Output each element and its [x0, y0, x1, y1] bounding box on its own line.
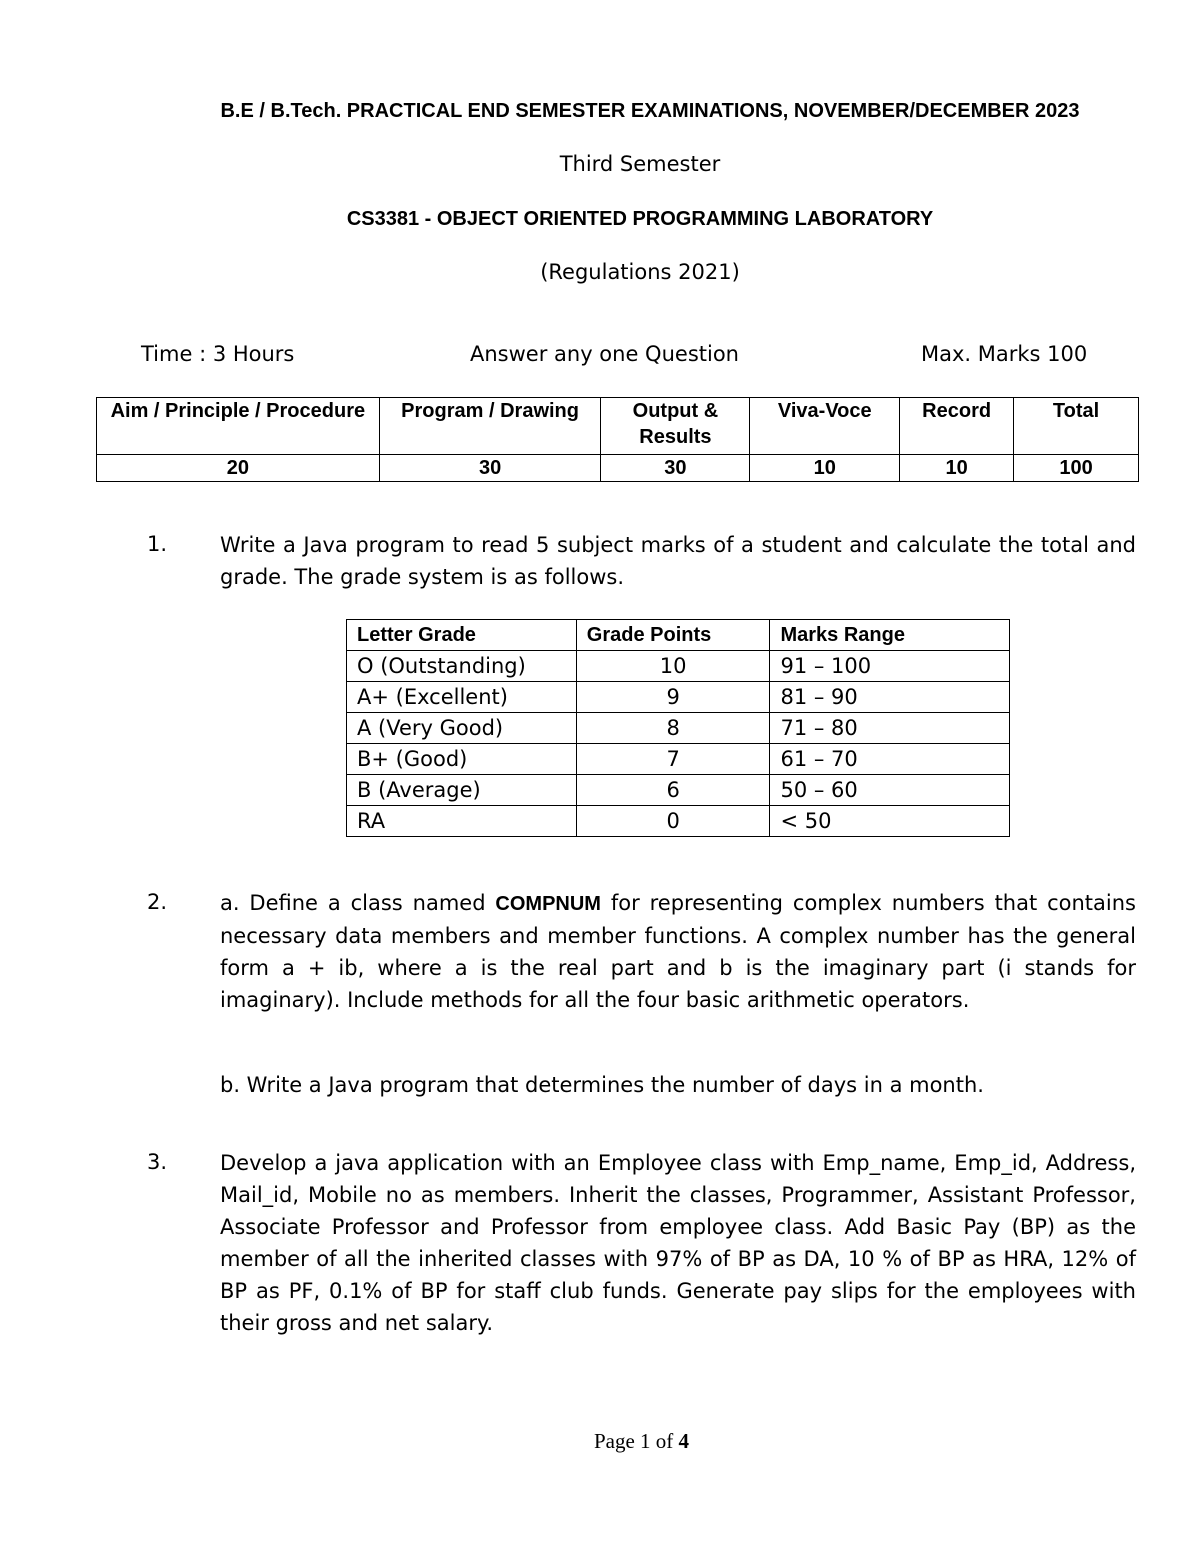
grade-points-cell: 10: [576, 651, 770, 682]
marks-value-cell: 10: [750, 455, 900, 482]
question-1-text: Write a Java program to read 5 subject marks of a student and calculate the total and grade. The grade system is as follows.: [220, 533, 1136, 589]
marks-range-cell: < 50: [770, 806, 1010, 837]
grade-system-table: [346, 619, 1010, 837]
letter-grade-cell: O (Outstanding): [347, 651, 577, 682]
grade-header-cell: Letter Grade: [347, 620, 577, 651]
marks-header-cell: Aim / Principle / Procedure: [97, 398, 380, 455]
question-number: 1.: [147, 532, 168, 556]
question-2a-prefix: a. Define a class named: [220, 891, 496, 915]
grade-row: [347, 775, 1010, 806]
marks-header-row: [97, 398, 1139, 455]
class-name-compnum: COMPNUM: [495, 893, 601, 915]
question-number: 3.: [147, 1150, 168, 1174]
exam-title: B.E / B.Tech. PRACTICAL END SEMESTER EXAMINATIONS, NOVEMBER/DECEMBER 2023: [220, 100, 1080, 122]
page-prefix: Page: [593, 1429, 641, 1453]
marks-value-cell: 100: [1014, 455, 1139, 482]
grade-row: [347, 806, 1010, 837]
exam-instruction: Answer any one Question: [470, 342, 739, 366]
grade-header-cell: Grade Points: [576, 620, 770, 651]
exam-duration: Time : 3 Hours: [141, 342, 295, 366]
marks-header-cell: Total: [1014, 398, 1139, 455]
marks-header-cell: Record: [900, 398, 1014, 455]
question-3-text: Develop a java application with an Employee class with Emp_name, Emp_id, Address, Mail_id, Mobile no as members. Inherit the classes, Programmer, Assistant Professor, Associate Professor and Professor from employee class. Add Basic Pay (BP) as the member of all the inherited classes with 97% of BP as DA, 10 % of BP as HRA, 12% of BP as PF, 0.1% of BP for staff club funds. Generate pay slips for the employees with their gross and net salary.: [220, 1151, 1136, 1335]
question-number: 2.: [147, 890, 168, 914]
page-total: 4: [678, 1429, 690, 1453]
letter-grade-cell: A+ (Excellent): [347, 682, 577, 713]
marks-header-cell: Program / Drawing: [379, 398, 601, 455]
grade-header-cell: Marks Range: [770, 620, 1010, 651]
question-2a-rest: for representing complex numbers that contains necessary data members and member functions. A complex number has the general form a + ib, where a is the real part and b is the imaginary part (i stands for imaginary). Include methods for all the four basic arithmetic operators.: [220, 891, 1136, 1012]
letter-grade-cell: B (Average): [347, 775, 577, 806]
course-title: CS3381 - OBJECT ORIENTED PROGRAMMING LABORATORY: [346, 208, 934, 230]
grade-row: [347, 713, 1010, 744]
letter-grade-cell: B+ (Good): [347, 744, 577, 775]
question-2a-text: [220, 887, 1136, 1016]
marks-range-cell: 81 – 90: [770, 682, 1010, 713]
marks-distribution-table: [96, 397, 1139, 482]
marks-value-cell: 30: [379, 455, 601, 482]
letter-grade-cell: A (Very Good): [347, 713, 577, 744]
marks-value-cell: 10: [900, 455, 1014, 482]
grade-points-cell: 0: [576, 806, 770, 837]
grade-row: [347, 651, 1010, 682]
marks-value-cell: 20: [97, 455, 380, 482]
regulations-label: (Regulations 2021): [540, 260, 740, 284]
grade-row: [347, 744, 1010, 775]
marks-value-cell: 30: [601, 455, 750, 482]
marks-header-cell: Viva-Voce: [750, 398, 900, 455]
marks-range-cell: 50 – 60: [770, 775, 1010, 806]
marks-value-row: [97, 455, 1139, 482]
marks-range-cell: 61 – 70: [770, 744, 1010, 775]
grade-points-cell: 9: [576, 682, 770, 713]
max-marks: Max. Marks 100: [921, 342, 1088, 366]
page-of: of: [650, 1429, 679, 1453]
marks-range-cell: 91 – 100: [770, 651, 1010, 682]
grade-row: [347, 682, 1010, 713]
grade-header-row: [347, 620, 1010, 651]
marks-range-cell: 71 – 80: [770, 713, 1010, 744]
marks-header-cell: Output & Results: [601, 398, 750, 455]
page-current: 1: [640, 1429, 651, 1453]
letter-grade-cell: RA: [347, 806, 577, 837]
grade-points-cell: 8: [576, 713, 770, 744]
grade-points-cell: 7: [576, 744, 770, 775]
question-2b-text: b. Write a Java program that determines the number of days in a month.: [220, 1073, 984, 1097]
semester-label: Third Semester: [559, 152, 721, 176]
page-footer: [0, 1429, 1200, 1454]
grade-points-cell: 6: [576, 775, 770, 806]
